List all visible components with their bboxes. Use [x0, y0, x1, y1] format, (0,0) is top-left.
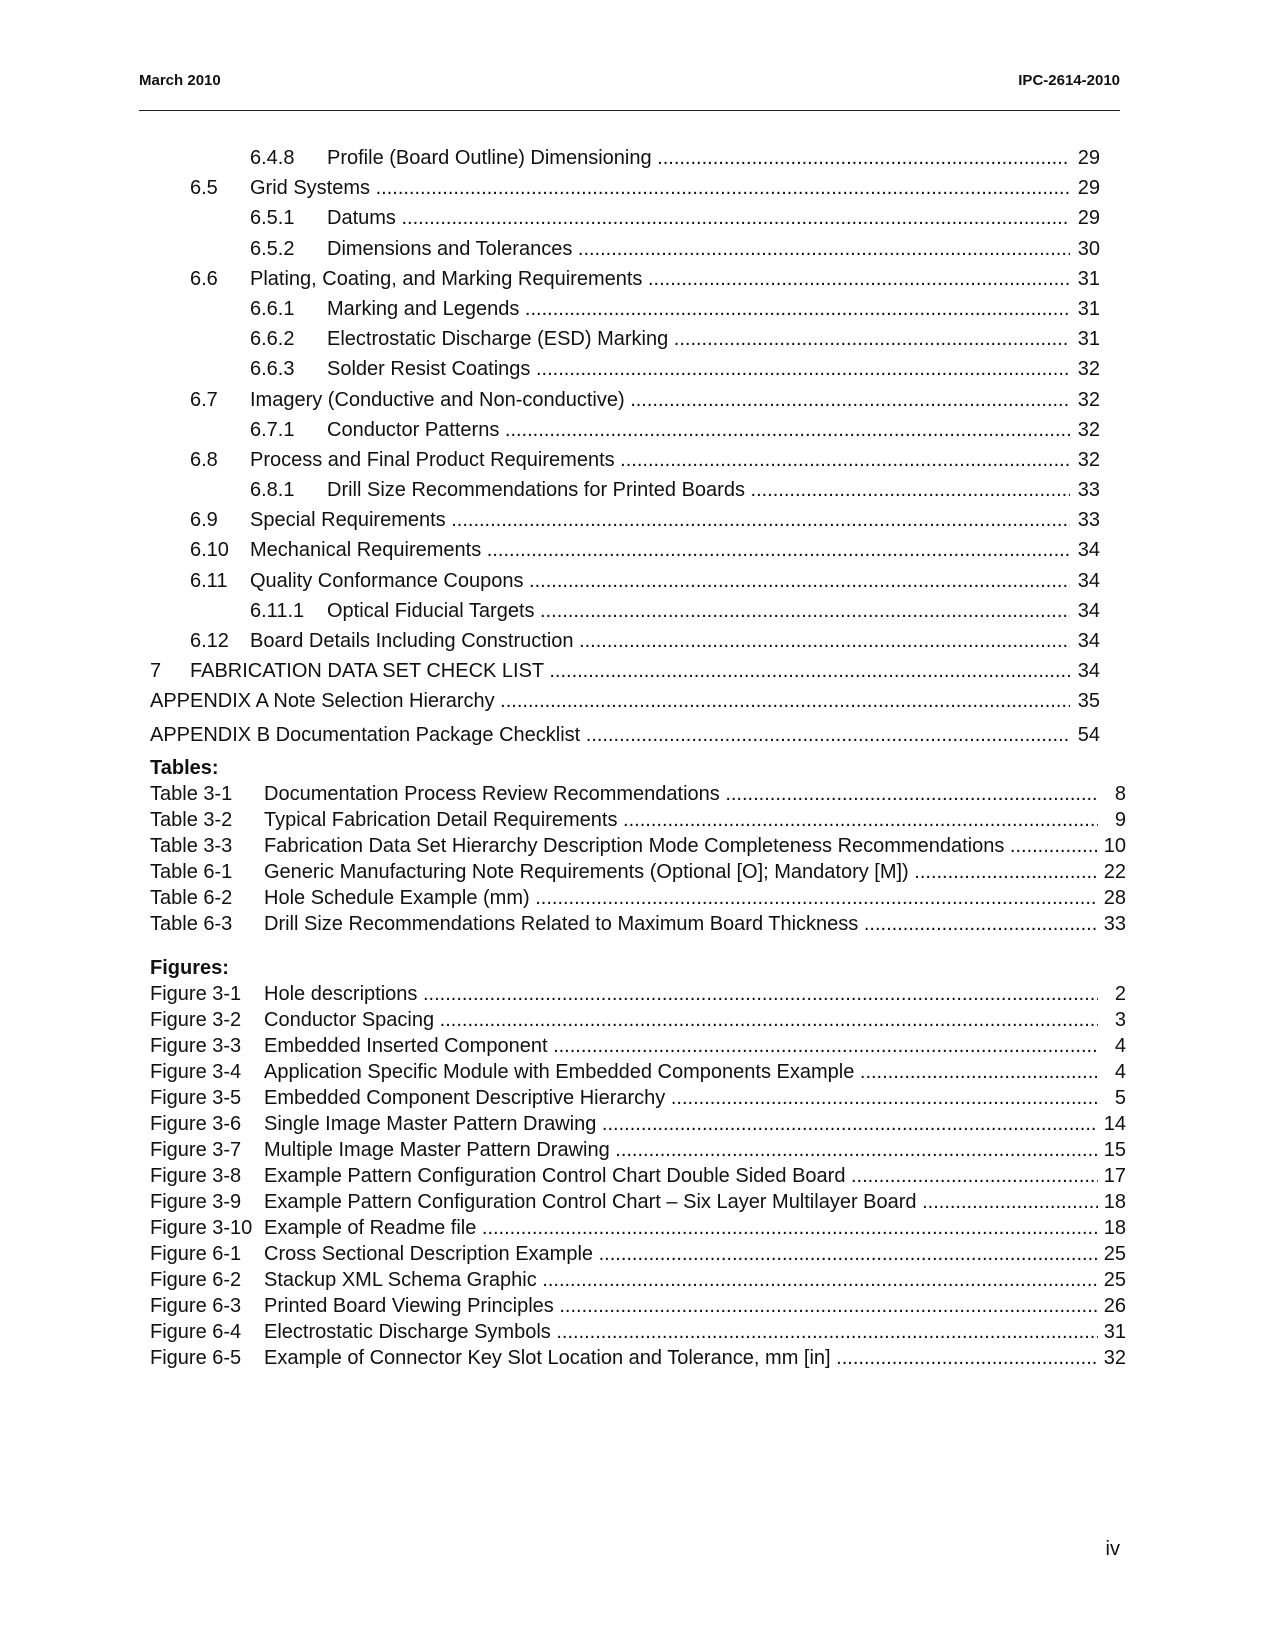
figure-list-entry-title: Hole descriptions .....	[264, 983, 1098, 1006]
toc-entry-page: 30	[1077, 237, 1100, 260]
header-date: March 2010	[139, 72, 221, 89]
toc-entry-number: 6.7	[190, 388, 218, 411]
figure-list-entry-label: Figure 6-5	[150, 1347, 242, 1369]
table-list-entry-page: 8	[1114, 783, 1126, 805]
figure-list-entry-page: 18	[1103, 1191, 1126, 1213]
table-list-entry[interactable]	[150, 783, 1126, 809]
table-list-entry-page: 10	[1103, 835, 1126, 857]
table-list-entry-title: Drill Size Recommendations Related to Maximum Board Thickness .....	[264, 913, 1098, 936]
figure-list-entry-label: Figure 3-4	[150, 1061, 242, 1083]
toc-entry[interactable]	[150, 177, 1100, 207]
toc-entry-number: 6.11	[190, 569, 228, 592]
toc-entry[interactable]	[150, 600, 1100, 630]
toc-entry[interactable]	[150, 539, 1100, 569]
toc-entry-number: 6.5.1	[250, 207, 295, 230]
toc-entry-page: 32	[1077, 358, 1100, 381]
toc-entry-title: Process and Final Product Requirements .....	[250, 449, 1070, 472]
figure-list-entry-page: 25	[1103, 1269, 1126, 1291]
figure-list-entry-title: Single Image Master Pattern Drawing .....	[264, 1113, 1098, 1136]
table-list-entry-page: 9	[1114, 809, 1126, 831]
table-list-entry-label: Table 3-1	[150, 783, 233, 805]
table-list-entry-label: Table 3-3	[150, 835, 233, 857]
toc-appendix-page: 54	[1077, 724, 1100, 747]
toc-appendix-entry[interactable]	[150, 690, 1100, 724]
figure-list-entry-label: Figure 3-7	[150, 1139, 242, 1161]
toc-entry[interactable]	[150, 570, 1100, 600]
toc-entry-number: 6.6.1	[250, 297, 295, 320]
toc-entry-number: 6.8	[190, 448, 218, 471]
figure-list-entry-label: Figure 6-4	[150, 1321, 242, 1343]
figure-list-entry-page: 15	[1103, 1139, 1126, 1161]
toc-entry-number: 6.6.2	[250, 328, 295, 351]
figure-list-entry[interactable]	[150, 1347, 1126, 1373]
figure-list-entry[interactable]	[150, 1113, 1126, 1139]
list-of-figures	[150, 957, 1126, 1373]
toc-entry[interactable]	[150, 147, 1100, 177]
toc-entry-title: Mechanical Requirements .....	[250, 539, 1070, 562]
list-of-tables	[150, 757, 1126, 939]
figure-list-entry[interactable]	[150, 1009, 1126, 1035]
toc-entry[interactable]	[150, 509, 1100, 539]
table-list-entry-title: Documentation Process Review Recommendations .....	[264, 783, 1098, 806]
table-list-entry[interactable]	[150, 809, 1126, 835]
toc-entry-title: Dimensions and Tolerances .....	[327, 238, 1070, 261]
toc-entry-page: 32	[1077, 418, 1100, 441]
toc-entry-title: FABRICATION DATA SET CHECK LIST .....	[190, 660, 1070, 683]
figure-list-entry-label: Figure 3-10	[150, 1217, 253, 1239]
table-list-entry[interactable]	[150, 835, 1126, 861]
toc-appendix-entry[interactable]	[150, 724, 1100, 758]
toc-entry-page: 31	[1077, 297, 1100, 320]
figure-list-entry-page: 3	[1114, 1009, 1126, 1031]
figure-list-entry-page: 5	[1114, 1087, 1126, 1109]
figure-list-entry-title: Conductor Spacing .....	[264, 1009, 1098, 1032]
table-list-entry-title: Typical Fabrication Detail Requirements .....	[264, 809, 1098, 832]
table-list-entry-title: Hole Schedule Example (mm) .....	[264, 887, 1098, 910]
figure-list-entry-title: Embedded Inserted Component .....	[264, 1035, 1098, 1058]
toc-entry-number: 6.9	[190, 509, 218, 532]
figure-list-entry-label: Figure 3-5	[150, 1087, 242, 1109]
toc-entry-title: Marking and Legends .....	[327, 298, 1070, 321]
figure-list-entry-label: Figure 3-9	[150, 1191, 242, 1213]
table-list-entry-page: 28	[1103, 887, 1126, 909]
figure-list-entry-title: Example Pattern Configuration Control Chart – Six Layer Multilayer Board .....	[264, 1191, 1098, 1214]
toc-entry-page: 29	[1077, 147, 1100, 169]
toc-entry[interactable]	[150, 238, 1100, 268]
figure-list-entry[interactable]	[150, 1321, 1126, 1347]
toc-entry-number: 6.5.2	[250, 237, 295, 260]
toc-entry[interactable]	[150, 630, 1100, 660]
toc-entry-number: 6.5	[190, 177, 218, 200]
toc-appendix-page: 35	[1077, 690, 1100, 713]
toc-appendix-title: APPENDIX B Documentation Package Checklist .....	[150, 724, 1070, 747]
table-list-entry-label: Table 6-2	[150, 887, 233, 909]
toc-entry[interactable]	[150, 207, 1100, 237]
figure-list-entry-page: 4	[1114, 1035, 1126, 1057]
toc-entry[interactable]	[150, 449, 1100, 479]
toc-entry-title: Optical Fiducial Targets .....	[327, 600, 1070, 623]
header-doc-id: IPC-2614-2010	[1018, 72, 1120, 89]
figure-list-entry-label: Figure 3-3	[150, 1035, 242, 1057]
toc-entry-title: Imagery (Conductive and Non-conductive) .....	[250, 389, 1070, 412]
toc-entry[interactable]	[150, 298, 1100, 328]
table-list-entry-label: Table 3-2	[150, 809, 233, 831]
figure-list-entry[interactable]	[150, 1295, 1126, 1321]
toc-entry-number: 6.10	[190, 539, 229, 562]
table-list-entry-label: Table 6-3	[150, 913, 233, 935]
figure-list-entry-page: 32	[1103, 1347, 1126, 1369]
toc-entry-page: 33	[1077, 479, 1100, 502]
toc-entry-title: Solder Resist Coatings .....	[327, 358, 1070, 381]
toc-entry-title: Conductor Patterns .....	[327, 419, 1070, 442]
figure-list-entry[interactable]	[150, 983, 1126, 1009]
toc-entry-title: Electrostatic Discharge (ESD) Marking .....	[327, 328, 1070, 351]
toc-entry-number: 6.12	[190, 630, 229, 652]
toc-entry-page: 31	[1077, 267, 1100, 290]
figure-list-entry-title: Example of Connector Key Slot Location and Tolerance, mm [in] .....	[264, 1347, 1098, 1370]
toc-entry-page: 34	[1077, 660, 1100, 683]
toc-entry-number: 6.4.8	[250, 147, 295, 169]
toc-entry-title: Quality Conformance Coupons .....	[250, 570, 1070, 593]
figure-list-entry-page: 25	[1103, 1243, 1126, 1265]
toc-entry-page: 34	[1077, 569, 1100, 592]
toc-entry[interactable]	[150, 389, 1100, 419]
figure-list-entry-label: Figure 3-1	[150, 983, 242, 1005]
toc-entry-page: 32	[1077, 448, 1100, 471]
table-list-entry-page: 33	[1103, 913, 1126, 935]
figure-list-entry-page: 26	[1103, 1295, 1126, 1317]
figure-list-entry-title: Cross Sectional Description Example .....	[264, 1243, 1098, 1266]
toc-entry-title: Plating, Coating, and Marking Requirements .....	[250, 268, 1070, 291]
toc-entry-page: 33	[1077, 509, 1100, 532]
figure-list-entry-page: 17	[1103, 1165, 1126, 1187]
tables-heading: Tables:	[150, 757, 219, 779]
figure-list-entry-title: Multiple Image Master Pattern Drawing .....	[264, 1139, 1098, 1162]
figure-list-entry-title: Printed Board Viewing Principles .....	[264, 1295, 1098, 1318]
toc-entry-number: 6.6	[190, 267, 218, 290]
table-list-entry-title: Fabrication Data Set Hierarchy Description Mode Completeness Recommendations .....	[264, 835, 1098, 858]
header-rule	[139, 110, 1120, 111]
figure-list-entry-title: Electrostatic Discharge Symbols .....	[264, 1321, 1098, 1344]
toc-entry[interactable]	[150, 479, 1100, 509]
figure-list-entry-page: 31	[1103, 1321, 1126, 1343]
toc-entry-page: 32	[1077, 388, 1100, 411]
table-list-entry-label: Table 6-1	[150, 861, 233, 883]
figure-list-entry[interactable]	[150, 1061, 1126, 1087]
toc-entry-page: 31	[1077, 328, 1100, 351]
figure-list-entry-title: Embedded Component Descriptive Hierarchy .....	[264, 1087, 1098, 1110]
figure-list-entry-page: 18	[1103, 1217, 1126, 1239]
toc-entry[interactable]	[150, 358, 1100, 388]
figure-list-entry-label: Figure 3-8	[150, 1165, 242, 1187]
figure-list-entry-page: 4	[1114, 1061, 1126, 1083]
figure-list-entry-title: Example Pattern Configuration Control Chart Double Sided Board .....	[264, 1165, 1098, 1188]
figure-list-entry[interactable]	[150, 1217, 1126, 1243]
toc-entry-number: 6.8.1	[250, 479, 295, 502]
table-list-entry-page: 22	[1103, 861, 1126, 883]
figure-list-entry-page: 2	[1114, 983, 1126, 1005]
toc-entry-number: 7	[150, 660, 162, 683]
table-list-entry[interactable]	[150, 913, 1126, 939]
toc-entry-title: Grid Systems .....	[250, 177, 1070, 200]
toc-entry-title: Datums .....	[327, 207, 1070, 230]
figure-list-entry[interactable]	[150, 1269, 1126, 1295]
toc-entry-title: Special Requirements .....	[250, 509, 1070, 532]
table-list-entry-title: Generic Manufacturing Note Requirements (Optional [O]; Mandatory [M]) .....	[264, 861, 1098, 884]
toc-entry-page: 34	[1077, 599, 1100, 622]
toc-entry-page: 29	[1077, 177, 1100, 200]
toc-entry-number: 6.11.1	[250, 599, 305, 622]
figure-list-entry-title: Stackup XML Schema Graphic .....	[264, 1269, 1098, 1292]
figure-list-entry-page: 14	[1103, 1113, 1126, 1135]
figure-list-entry[interactable]	[150, 1035, 1126, 1061]
table-of-contents	[150, 147, 1100, 758]
figure-list-entry[interactable]	[150, 1243, 1126, 1269]
toc-entry-page: 29	[1077, 207, 1100, 230]
figure-list-entry[interactable]	[150, 1139, 1126, 1165]
toc-entry-page: 34	[1077, 539, 1100, 562]
figure-list-entry[interactable]	[150, 1165, 1126, 1191]
toc-entry-title: Board Details Including Construction .....	[250, 630, 1070, 653]
toc-entry-title: Drill Size Recommendations for Printed Boards .....	[327, 479, 1070, 502]
table-list-entry[interactable]	[150, 887, 1126, 913]
toc-entry-page: 34	[1077, 630, 1100, 652]
figure-list-entry-title: Application Specific Module with Embedded Components Example .....	[264, 1061, 1098, 1084]
figure-list-entry-label: Figure 3-2	[150, 1009, 242, 1031]
figure-list-entry-label: Figure 6-1	[150, 1243, 242, 1265]
figures-heading: Figures:	[150, 957, 229, 979]
toc-entry-number: 6.6.3	[250, 358, 295, 381]
figure-list-entry-label: Figure 6-2	[150, 1269, 242, 1291]
toc-entry[interactable]	[150, 419, 1100, 449]
figure-list-entry[interactable]	[150, 1087, 1126, 1113]
figure-list-entry-label: Figure 6-3	[150, 1295, 242, 1317]
figure-list-entry-label: Figure 3-6	[150, 1113, 242, 1135]
toc-entry[interactable]	[150, 660, 1100, 690]
figure-list-entry[interactable]	[150, 1191, 1126, 1217]
toc-entry[interactable]	[150, 328, 1100, 358]
figure-list-entry-title: Example of Readme file .....	[264, 1217, 1098, 1240]
page-number: iv	[1105, 1538, 1120, 1560]
toc-entry[interactable]	[150, 268, 1100, 298]
toc-appendix-title: APPENDIX A Note Selection Hierarchy .....	[150, 690, 1070, 713]
toc-entry-title: Profile (Board Outline) Dimensioning .....	[327, 147, 1070, 170]
toc-entry-number: 6.7.1	[250, 418, 295, 441]
table-list-entry[interactable]	[150, 861, 1126, 887]
